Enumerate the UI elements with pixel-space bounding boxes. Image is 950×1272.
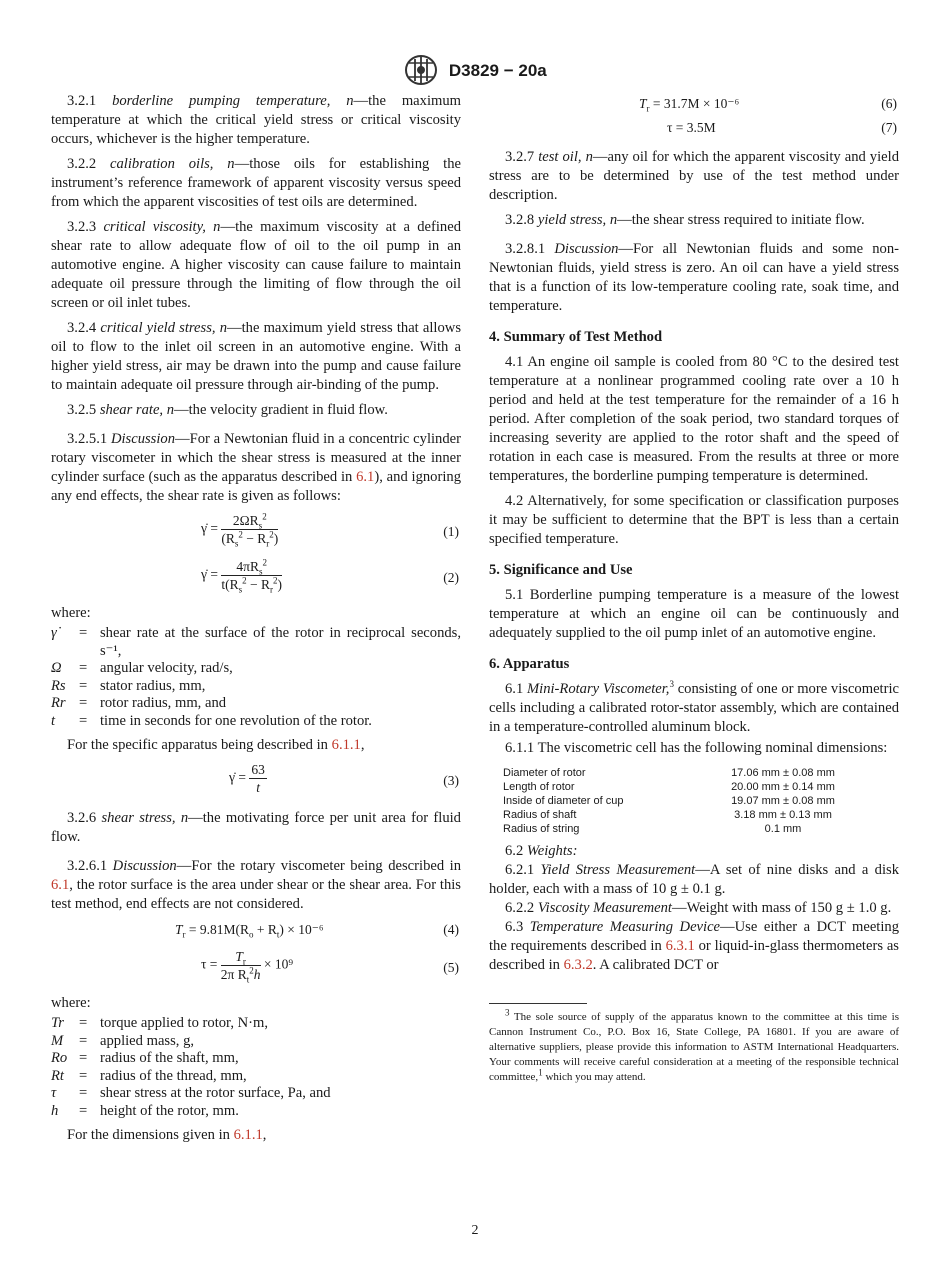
definition-text: shear rate at the surface of the rotor in reciprocal seconds, s⁻¹, bbox=[100, 625, 461, 659]
para-4-1: 4.1 An engine oil sample is cooled from 80 °C to the desired test temperature at a nonlinear programmed cooling rate over a 10 h period and held at the test temperature for the remainder of a 16 h period. After completion of the soak period, two standard torques of increasing severity are applied to the rotor shaft and the speed of rotation in each case is measured. From the results at three or more temperatures, the borderline pumping temperature is determined. bbox=[489, 354, 899, 484]
para-6-2-2: 6.2.2 Viscosity Measurement—Weight with mass of 150 g ± 1.0 g. bbox=[505, 900, 892, 916]
equation-2: γ̇ = $\frac{4\pi R_s^2}{t(R_s^2 - R_r^2)}$ (2) bbox=[201, 557, 459, 595]
definition-equals: = bbox=[79, 1050, 88, 1066]
para-3-2-3: 3.2.3 critical viscosity, n—the maximum viscosity at a defined shear rate to allow adequate flow of oil to the oil pump in an automotive engine. A higher viscosity can cause failure to maintain adequate oil pressure through the limiting of flow through the oil screen or oil inlet tubes. bbox=[51, 219, 461, 311]
para-3-2-6: 3.2.6 shear stress, n—the motivating force per unit area for fluid flow. bbox=[51, 810, 461, 845]
definition-symbol: Ro bbox=[51, 1050, 68, 1066]
para-3-2-1: 3.2.1 borderline pumping temperature, n—the maximum temperature at which the critical yield stress or critical viscosity occurs, whichever is the higher temperature. bbox=[51, 93, 461, 147]
definition-symbol: Rs bbox=[51, 677, 66, 694]
equation-4: $T_r = 9.81M(R_o + R_t) \times 10^{-6}$ (4) bbox=[175, 922, 459, 940]
definition-text: rotor radius, mm, and bbox=[100, 695, 227, 711]
section-4-title: 4. Summary of Test Method bbox=[489, 329, 663, 345]
definition-text: angular velocity, rad/s, bbox=[100, 660, 233, 676]
para-specific-apparatus: For the specific apparatus being described in 6.1.1, bbox=[67, 737, 365, 753]
definition-equals: = bbox=[79, 1085, 88, 1101]
definition-equals: = bbox=[79, 1015, 88, 1031]
section-5-title: 5. Significance and Use bbox=[489, 562, 633, 578]
definition-text: applied mass, g, bbox=[100, 1032, 195, 1049]
dimension-label: Radius of string bbox=[503, 823, 580, 835]
para-6-1: 6.1 Mini-Rotary Viscometer,$^3$ consisting of one or more viscometric cells including a calibrated rotor-stator assembly, which are contained in a temperature-controlled aluminum block. bbox=[489, 679, 900, 735]
dimension-row bbox=[503, 780, 899, 794]
para-3-2-8: 3.2.8 yield stress, n—the shear stress required to initiate flow. bbox=[505, 212, 865, 228]
definition-text: stator radius, mm, bbox=[100, 677, 206, 694]
dimension-label: Radius of shaft bbox=[503, 809, 577, 821]
link-6-1[interactable]: 6.1 bbox=[356, 469, 375, 485]
definition-symbol: Rt bbox=[51, 1067, 64, 1084]
para-3-2-8-1: 3.2.8.1 Discussion—For all Newtonian fluids and some non-Newtonian fluids, yield stress is zero. An oil can have a yield stress that is a function of its low-temperature cooling rate, soak time, and temperature. bbox=[489, 241, 900, 314]
dimension-row bbox=[503, 794, 899, 808]
definition-row bbox=[51, 660, 461, 678]
dimension-value: 20.00 mm ± 0.14 mm bbox=[731, 781, 835, 793]
link-6-1-1-b[interactable]: 6.1.1 bbox=[233, 1127, 263, 1143]
definition-text: torque applied to rotor, N·m, bbox=[100, 1015, 269, 1031]
definition-equals: = bbox=[79, 1032, 88, 1049]
dimension-label: Length of rotor bbox=[503, 781, 575, 793]
dimension-value: 19.07 mm ± 0.08 mm bbox=[731, 795, 835, 807]
definition-row bbox=[51, 1068, 461, 1086]
para-5-1: 5.1 Borderline pumping temperature is a measure of the lowest temperature at which an engine oil can be continuously and adequately supplied to the oil pump inlet of an automotive engine. bbox=[489, 587, 899, 641]
equation-7: τ = 3.5M (7) bbox=[667, 120, 897, 135]
definition-list-2 bbox=[51, 1015, 461, 1120]
para-6-2: 6.2 Weights: bbox=[505, 843, 578, 859]
equation-5: τ = $\frac{T_r}{2\pi R_t^2h}$ × 10⁹ (5) bbox=[201, 949, 459, 985]
dimension-value: 3.18 mm ± 0.13 mm bbox=[734, 809, 832, 821]
definition-row bbox=[51, 1103, 461, 1121]
link-6-1-1[interactable]: 6.1.1 bbox=[331, 737, 361, 753]
definition-equals: = bbox=[79, 712, 88, 729]
definition-row bbox=[51, 713, 461, 731]
link-6-1-b[interactable]: 6.1 bbox=[51, 877, 70, 893]
para-3-2-5: 3.2.5 shear rate, n—the velocity gradient in fluid flow. bbox=[67, 402, 388, 418]
para-3-2-2: 3.2.2 calibration oils, n—those oils for establishing the instrument’s reference framework of apparent viscosity versus speed from which the apparent viscosities of test oils are determined. bbox=[51, 156, 461, 210]
definition-text: height of the rotor, mm. bbox=[100, 1102, 239, 1119]
where-label-1: where: bbox=[51, 605, 91, 621]
definition-symbol: M bbox=[51, 1032, 64, 1049]
para-4-2: 4.2 Alternatively, for some specification or classification purposes it may be sufficient to determine that the BPT is less than a certain specified temperature. bbox=[489, 493, 899, 547]
definition-symbol: Rr bbox=[51, 695, 66, 711]
dimensions-table bbox=[503, 766, 899, 836]
para-6-1-1: 6.1.1 The viscometric cell has the following nominal dimensions: bbox=[505, 740, 888, 756]
link-6-3-2[interactable]: 6.3.2 bbox=[563, 957, 593, 973]
para-3-2-4: 3.2.4 critical yield stress, n—the maximum yield stress that allows oil to flow to the inlet oil screen in an automotive engine. With a higher yield stress, air may be drawn into the pump and cause failure to maintain adequate oil pressure through air-binding of the pump. bbox=[51, 320, 461, 393]
dimension-label: Diameter of rotor bbox=[503, 767, 586, 779]
right-column bbox=[489, 92, 899, 1085]
left-column bbox=[51, 92, 461, 1151]
dimension-value: 0.1 mm bbox=[764, 823, 802, 835]
definition-row bbox=[51, 1050, 461, 1068]
definition-symbol: Tr bbox=[51, 1015, 64, 1031]
definition-text: radius of the shaft, mm, bbox=[100, 1050, 239, 1066]
footnote-3: $^3$ The sole source of supply of the apparatus known to the committee at this time is Cannon Instrument Co., P.O. Box 16, State College, PA 16801. If you are aware of alternative suppliers, please provide this information to ASTM International Headquarters. Your comments will receive careful consideration at a meeting of the responsible technical committee,$^1$ which you may attend. bbox=[489, 1007, 899, 1083]
dimension-value: 17.06 mm ± 0.08 mm bbox=[731, 767, 835, 779]
definition-row bbox=[51, 695, 461, 713]
definition-equals: = bbox=[79, 677, 88, 694]
para-6-2-1: 6.2.1 Yield Stress Measurement—A set of nine disks and a disk holder, each with a mass of 10 g ± 0.1 g. bbox=[489, 862, 899, 897]
definition-equals: = bbox=[79, 660, 88, 676]
dimension-label: Inside of diameter of cup bbox=[503, 795, 624, 807]
para-6-3: 6.3 Temperature Measuring Device—Use either a DCT meeting the requirements described in 6.3.1 or liquid-in-glass thermometers as described in 6.3.2. A calibrated DCT or bbox=[489, 919, 900, 973]
definition-equals: = bbox=[79, 1067, 88, 1084]
definition-symbol: Ω bbox=[51, 660, 62, 676]
astm-logo-icon bbox=[403, 54, 439, 86]
dimension-row bbox=[503, 766, 899, 780]
definition-equals: = bbox=[79, 695, 88, 711]
definition-equals: = bbox=[79, 1102, 88, 1119]
para-3-2-6-1: 3.2.6.1 Discussion—For the rotary viscometer being described in 6.1, the rotor surface is the area under shear or the shear area. For this test method, end effects are not considered. bbox=[51, 858, 461, 912]
definition-row bbox=[51, 1033, 461, 1051]
definition-text: radius of the thread, mm, bbox=[100, 1067, 247, 1084]
definition-row bbox=[51, 1015, 461, 1033]
definition-equals: = bbox=[79, 625, 88, 641]
document-id: D3829 − 20a bbox=[448, 60, 547, 80]
definition-symbol: t bbox=[51, 712, 56, 729]
definition-symbol: τ bbox=[51, 1085, 57, 1101]
page-number: 2 bbox=[471, 1223, 479, 1238]
definition-symbol: γ̇ bbox=[51, 625, 57, 641]
equation-6: $T_r = 31.7M \times 10^{-6}$ (6) bbox=[639, 96, 897, 114]
para-3-2-5-1: 3.2.5.1 Discussion—For a Newtonian fluid in a concentric cylinder rotary viscometer in which the shear stress is measured at the inner cylinder surface (such as the apparatus described in 6.1), and ignoring any end effects, the shear rate is given as follows: bbox=[51, 431, 461, 504]
equation-3: γ̇ = $\frac{63}{t}$ (3) bbox=[229, 762, 459, 795]
definition-text: time in seconds for one revolution of the rotor. bbox=[100, 712, 372, 729]
section-6-title: 6. Apparatus bbox=[489, 656, 570, 672]
footnote-rule bbox=[489, 1003, 587, 1004]
where-label-2: where: bbox=[51, 995, 91, 1011]
dimension-row bbox=[503, 822, 899, 836]
dimension-row bbox=[503, 808, 899, 822]
para-3-2-7: 3.2.7 test oil, n—any oil for which the apparent viscosity and yield stress are to be determined by use of the test method under description. bbox=[489, 149, 899, 203]
definition-list-1 bbox=[51, 625, 461, 730]
link-6-3-1[interactable]: 6.3.1 bbox=[665, 938, 695, 954]
definition-text: shear stress at the rotor surface, Pa, and bbox=[100, 1085, 331, 1101]
para-dimensions: For the dimensions given in 6.1.1, bbox=[67, 1127, 267, 1143]
equation-1: γ̇ = $\frac{2\Omega R_s^2}{(R_s^2 - R_r^2)}$ (1) bbox=[201, 511, 459, 549]
definition-row bbox=[51, 678, 461, 696]
definition-row bbox=[51, 625, 461, 660]
definition-row bbox=[51, 1085, 461, 1103]
definition-symbol: h bbox=[51, 1102, 59, 1119]
page-header bbox=[0, 54, 950, 84]
